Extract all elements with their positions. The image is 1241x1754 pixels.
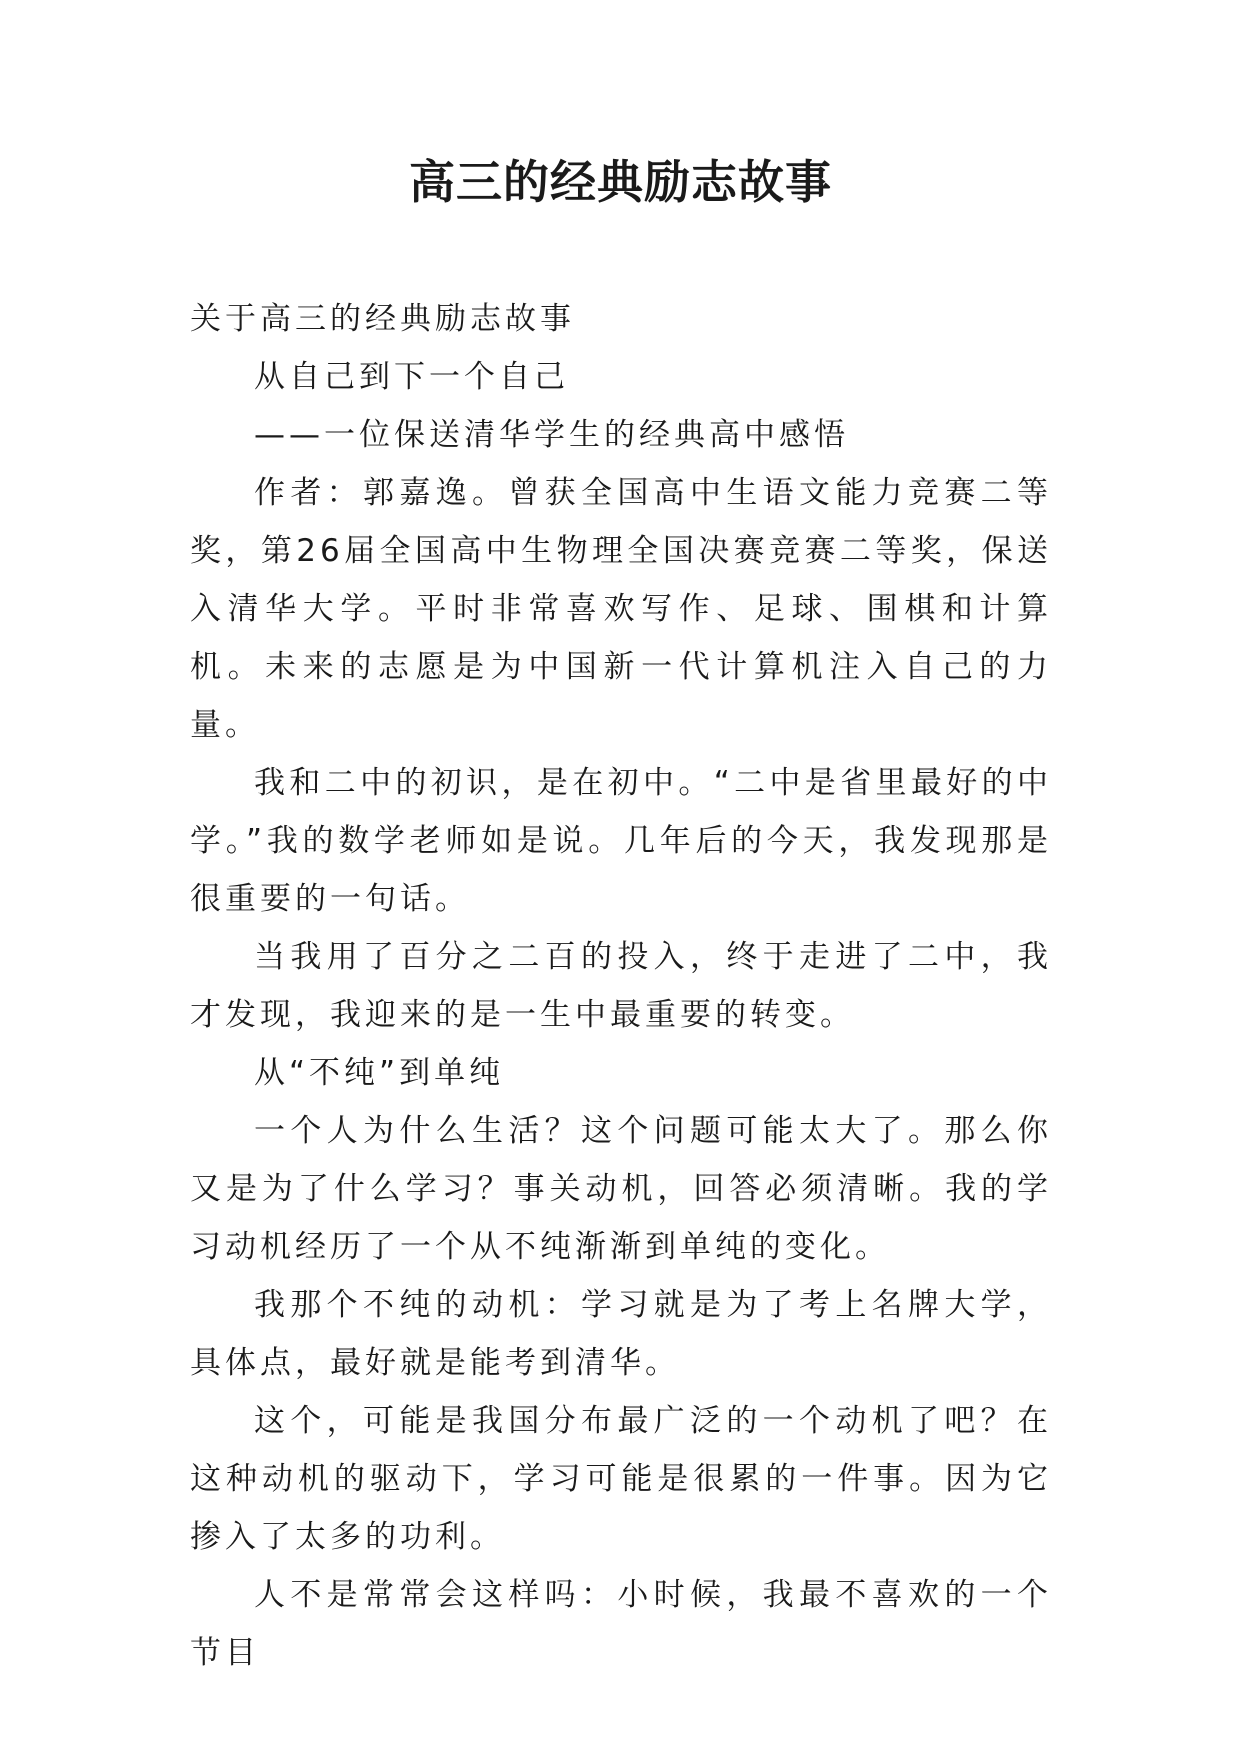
- paragraph: 当我用了百分之二百的投入，终于走进了二中，我才发现，我迎来的是一生中最重要的转变。: [190, 939, 1052, 1033]
- paragraph: 人不是常常会这样吗：小时候，我最不喜欢的一个节目: [190, 1577, 1052, 1671]
- paragraph-subtitle: 关于高三的经典励志故事: [190, 301, 575, 337]
- paragraph: 我那个不纯的动机：学习就是为了考上名牌大学，具体点，最好就是能考到清华。: [190, 1287, 1052, 1381]
- paragraph: 我和二中的初识，是在初中。“二中是省里最好的中学。”我的数学老师如是说。几年后的今天，我发现那是很重要的一句话。: [190, 765, 1052, 917]
- paragraph-author-bio: 作者：郭嘉逸。曾获全国高中生语文能力竞赛二等奖，第26届全国高中生物理全国决赛竞赛二等奖，保送入清华大学。平时非常喜欢写作、足球、围棋和计算机。未来的志愿是为中国新一代计算机注入自己的力量。: [190, 475, 1052, 743]
- paragraph: 这个，可能是我国分布最广泛的一个动机了吧？在这种动机的驱动下，学习可能是很累的一件事。因为它掺入了太多的功利。: [190, 1403, 1052, 1555]
- document-title: 高三的经典励志故事: [409, 155, 832, 209]
- paragraph: 一个人为什么生活？这个问题可能太大了。那么你又是为了什么学习？事关动机，回答必须清晰。我的学习动机经历了一个从不纯渐渐到单纯的变化。: [190, 1113, 1052, 1265]
- paragraph-subheading: ——一位保送清华学生的经典高中感悟: [254, 417, 849, 453]
- paragraph-heading: 从自己到下一个自己: [254, 359, 569, 395]
- paragraph-section-heading: 从“不纯”到单纯: [254, 1055, 505, 1091]
- document-body: [190, 290, 1052, 1682]
